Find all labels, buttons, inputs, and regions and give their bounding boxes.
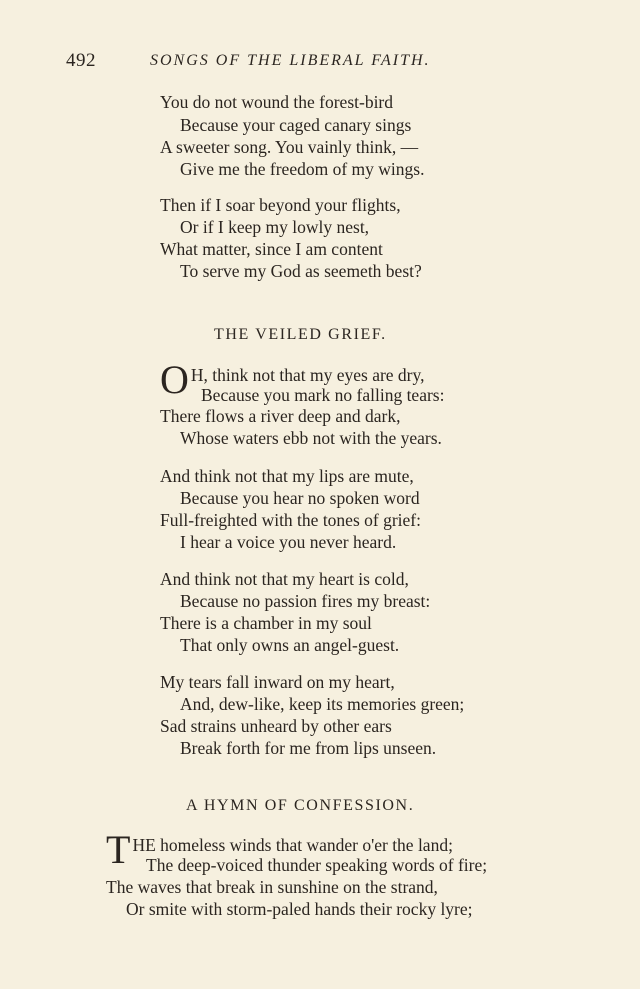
poem-line: And think not that my heart is cold, — [160, 569, 409, 589]
page-header — [66, 50, 586, 76]
poem-line: The waves that break in sunshine on the strand, — [106, 877, 438, 897]
running-head: SONGS OF THE LIBERAL FAITH. — [150, 52, 431, 69]
poem-line: That only owns an angel-guest. — [180, 635, 400, 655]
poem-line: There is a chamber in my soul — [160, 613, 372, 633]
poem-title: THE VEILED GRIEF. — [214, 326, 387, 343]
poem-title: A HYMN OF CONFESSION. — [186, 797, 415, 814]
poem-line: Break forth for me from lips unseen. — [180, 738, 437, 758]
poem-line: You do not wound the forest-bird — [160, 92, 394, 112]
drop-cap: O — [160, 357, 189, 402]
poem-line: Or smite with storm-paled hands their rocky lyre; — [126, 899, 473, 919]
poem-line: And, dew-like, keep its memories green; — [180, 694, 465, 714]
poem-line: Or if I keep my lowly nest, — [180, 217, 370, 237]
first-line-text: HE homeless winds that wander o'er the land; — [132, 835, 453, 855]
poem-line: There flows a river deep and dark, — [160, 406, 401, 426]
poem-line: My tears fall inward on my heart, — [160, 672, 395, 692]
poem-line: Because your caged canary sings — [180, 115, 412, 135]
poem-line: I hear a voice you never heard. — [180, 532, 397, 552]
poem-line: Then if I soar beyond your flights, — [160, 195, 401, 215]
first-line-text: H, think not that my eyes are dry, — [190, 365, 425, 385]
poem-line: Whose waters ebb not with the years. — [180, 428, 442, 448]
poem-line: What matter, since I am content — [160, 239, 383, 259]
poem-line: A sweeter song. You vainly think, — — [160, 137, 419, 157]
poem-line: To serve my God as seemeth best? — [180, 261, 422, 281]
poem-line: Sad strains unheard by other ears — [160, 716, 392, 736]
poem-line: Because no passion fires my breast: — [180, 591, 431, 611]
poem-line: And think not that my lips are mute, — [160, 466, 414, 486]
page-number: 492 — [66, 50, 96, 71]
poem-line: Give me the freedom of my wings. — [180, 159, 425, 179]
poem-line: Full-freighted with the tones of grief: — [160, 510, 421, 530]
drop-cap: T — [106, 827, 131, 872]
poem-line: The deep-voiced thunder speaking words of fire; — [146, 855, 488, 875]
poem-line: Because you mark no falling tears: — [201, 385, 445, 405]
poem-line: Because you hear no spoken word — [180, 488, 420, 508]
